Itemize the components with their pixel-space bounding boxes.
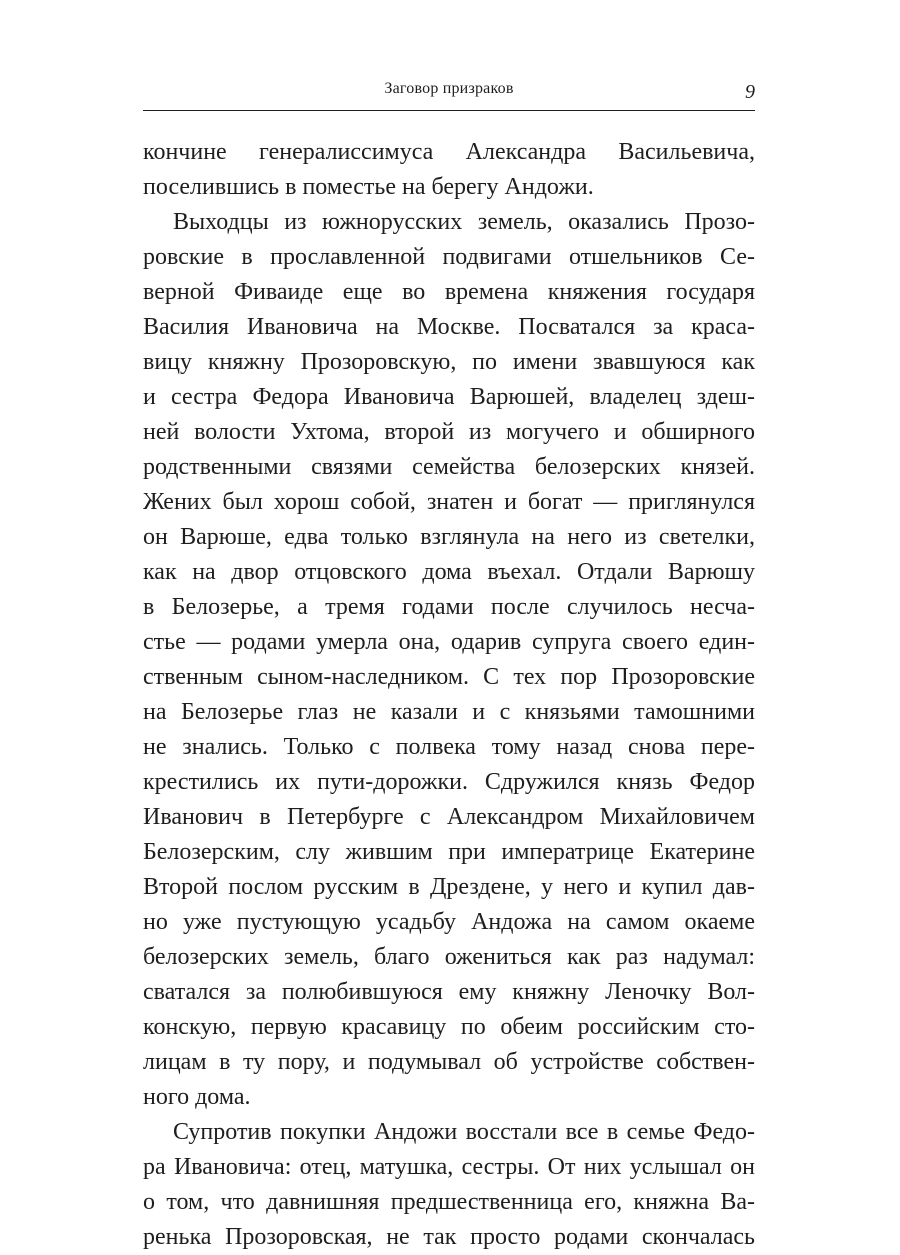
- text-line: и сестра Федора Ивановича Варюшей, владелец здеш-: [143, 384, 755, 410]
- text-line: лицам в ту пору, и подумывал об устройстве собствен-: [143, 1049, 755, 1075]
- text-line: кончине генералиссимуса Александра Васильевича,: [143, 139, 755, 165]
- text-line: как на двор отцовского дома въехал. Отдали Варюшу: [143, 559, 755, 585]
- text-line: Василия Ивановича на Москве. Посватался за краса-: [143, 314, 755, 340]
- text-line: не знались. Только с полвека тому назад снова пере-: [143, 734, 755, 760]
- text-line: ренька Прозоровская, не так просто родами скончалась: [143, 1224, 755, 1250]
- text-line: стье — родами умерла она, одарив супруга своего един-: [143, 629, 755, 655]
- text-line: в Белозерье, а тремя годами после случилось несча-: [143, 594, 755, 620]
- text-line: Белозерским, слу жившим при императрице Екатерине: [143, 839, 755, 865]
- text-line: белозерских земель, благо ожениться как раз надумал:: [143, 944, 755, 970]
- header-rule: [143, 110, 755, 111]
- text-line: Иванович в Петербурге с Александром Михайловичем: [143, 804, 755, 830]
- text-line: сватался за полюбившуюся ему княжну Леночку Вол-: [143, 979, 755, 1005]
- text-line: конскую, первую красавицу по обеим российским сто-: [143, 1014, 755, 1040]
- body-text: [143, 135, 755, 1255]
- text-line: Жених был хорош собой, знатен и богат — приглянулся: [143, 489, 755, 515]
- text-line: на Белозерье глаз не казали и с князьями тамошними: [143, 699, 755, 725]
- text-line: Выходцы из южнорусских земель, оказались Прозо-: [173, 209, 755, 235]
- text-line: родственными связями семейства белозерских князей.: [143, 454, 755, 480]
- running-head: [143, 78, 755, 108]
- text-line: ного дома.: [143, 1084, 251, 1110]
- text-line: поселившись в поместье на берегу Андожи.: [143, 174, 594, 200]
- text-line: о том, что давнишняя предшественница его, княжна Ва-: [143, 1189, 755, 1215]
- text-line: он Варюше, едва только взглянула на него из светелки,: [143, 524, 755, 550]
- text-line: ней волости Ухтома, второй из могучего и обширного: [143, 419, 755, 445]
- text-line: крестились их пути-дорожки. Сдружился князь Федор: [143, 769, 755, 795]
- running-title: Заговор призраков: [384, 80, 514, 97]
- page-number: 9: [745, 81, 755, 103]
- text-line: ровские в прославленной подвигами отшельников Се-: [143, 244, 755, 270]
- text-line: Супротив покупки Андожи восстали все в семье Федо-: [173, 1119, 755, 1145]
- text-line: верной Фиваиде еще во времена княжения государя: [143, 279, 755, 305]
- text-line: ственным сыном-наследником. С тех пор Прозоровские: [143, 664, 755, 690]
- text-line: вицу княжну Прозоровскую, по имени звавшуюся как: [143, 349, 755, 375]
- text-line: Второй послом русским в Дрездене, у него и купил дав-: [143, 874, 755, 900]
- text-line: ра Ивановича: отец, матушка, сестры. От них услышал он: [143, 1154, 755, 1180]
- text-line: но уже пустующую усадьбу Андожа на самом окаеме: [143, 909, 755, 935]
